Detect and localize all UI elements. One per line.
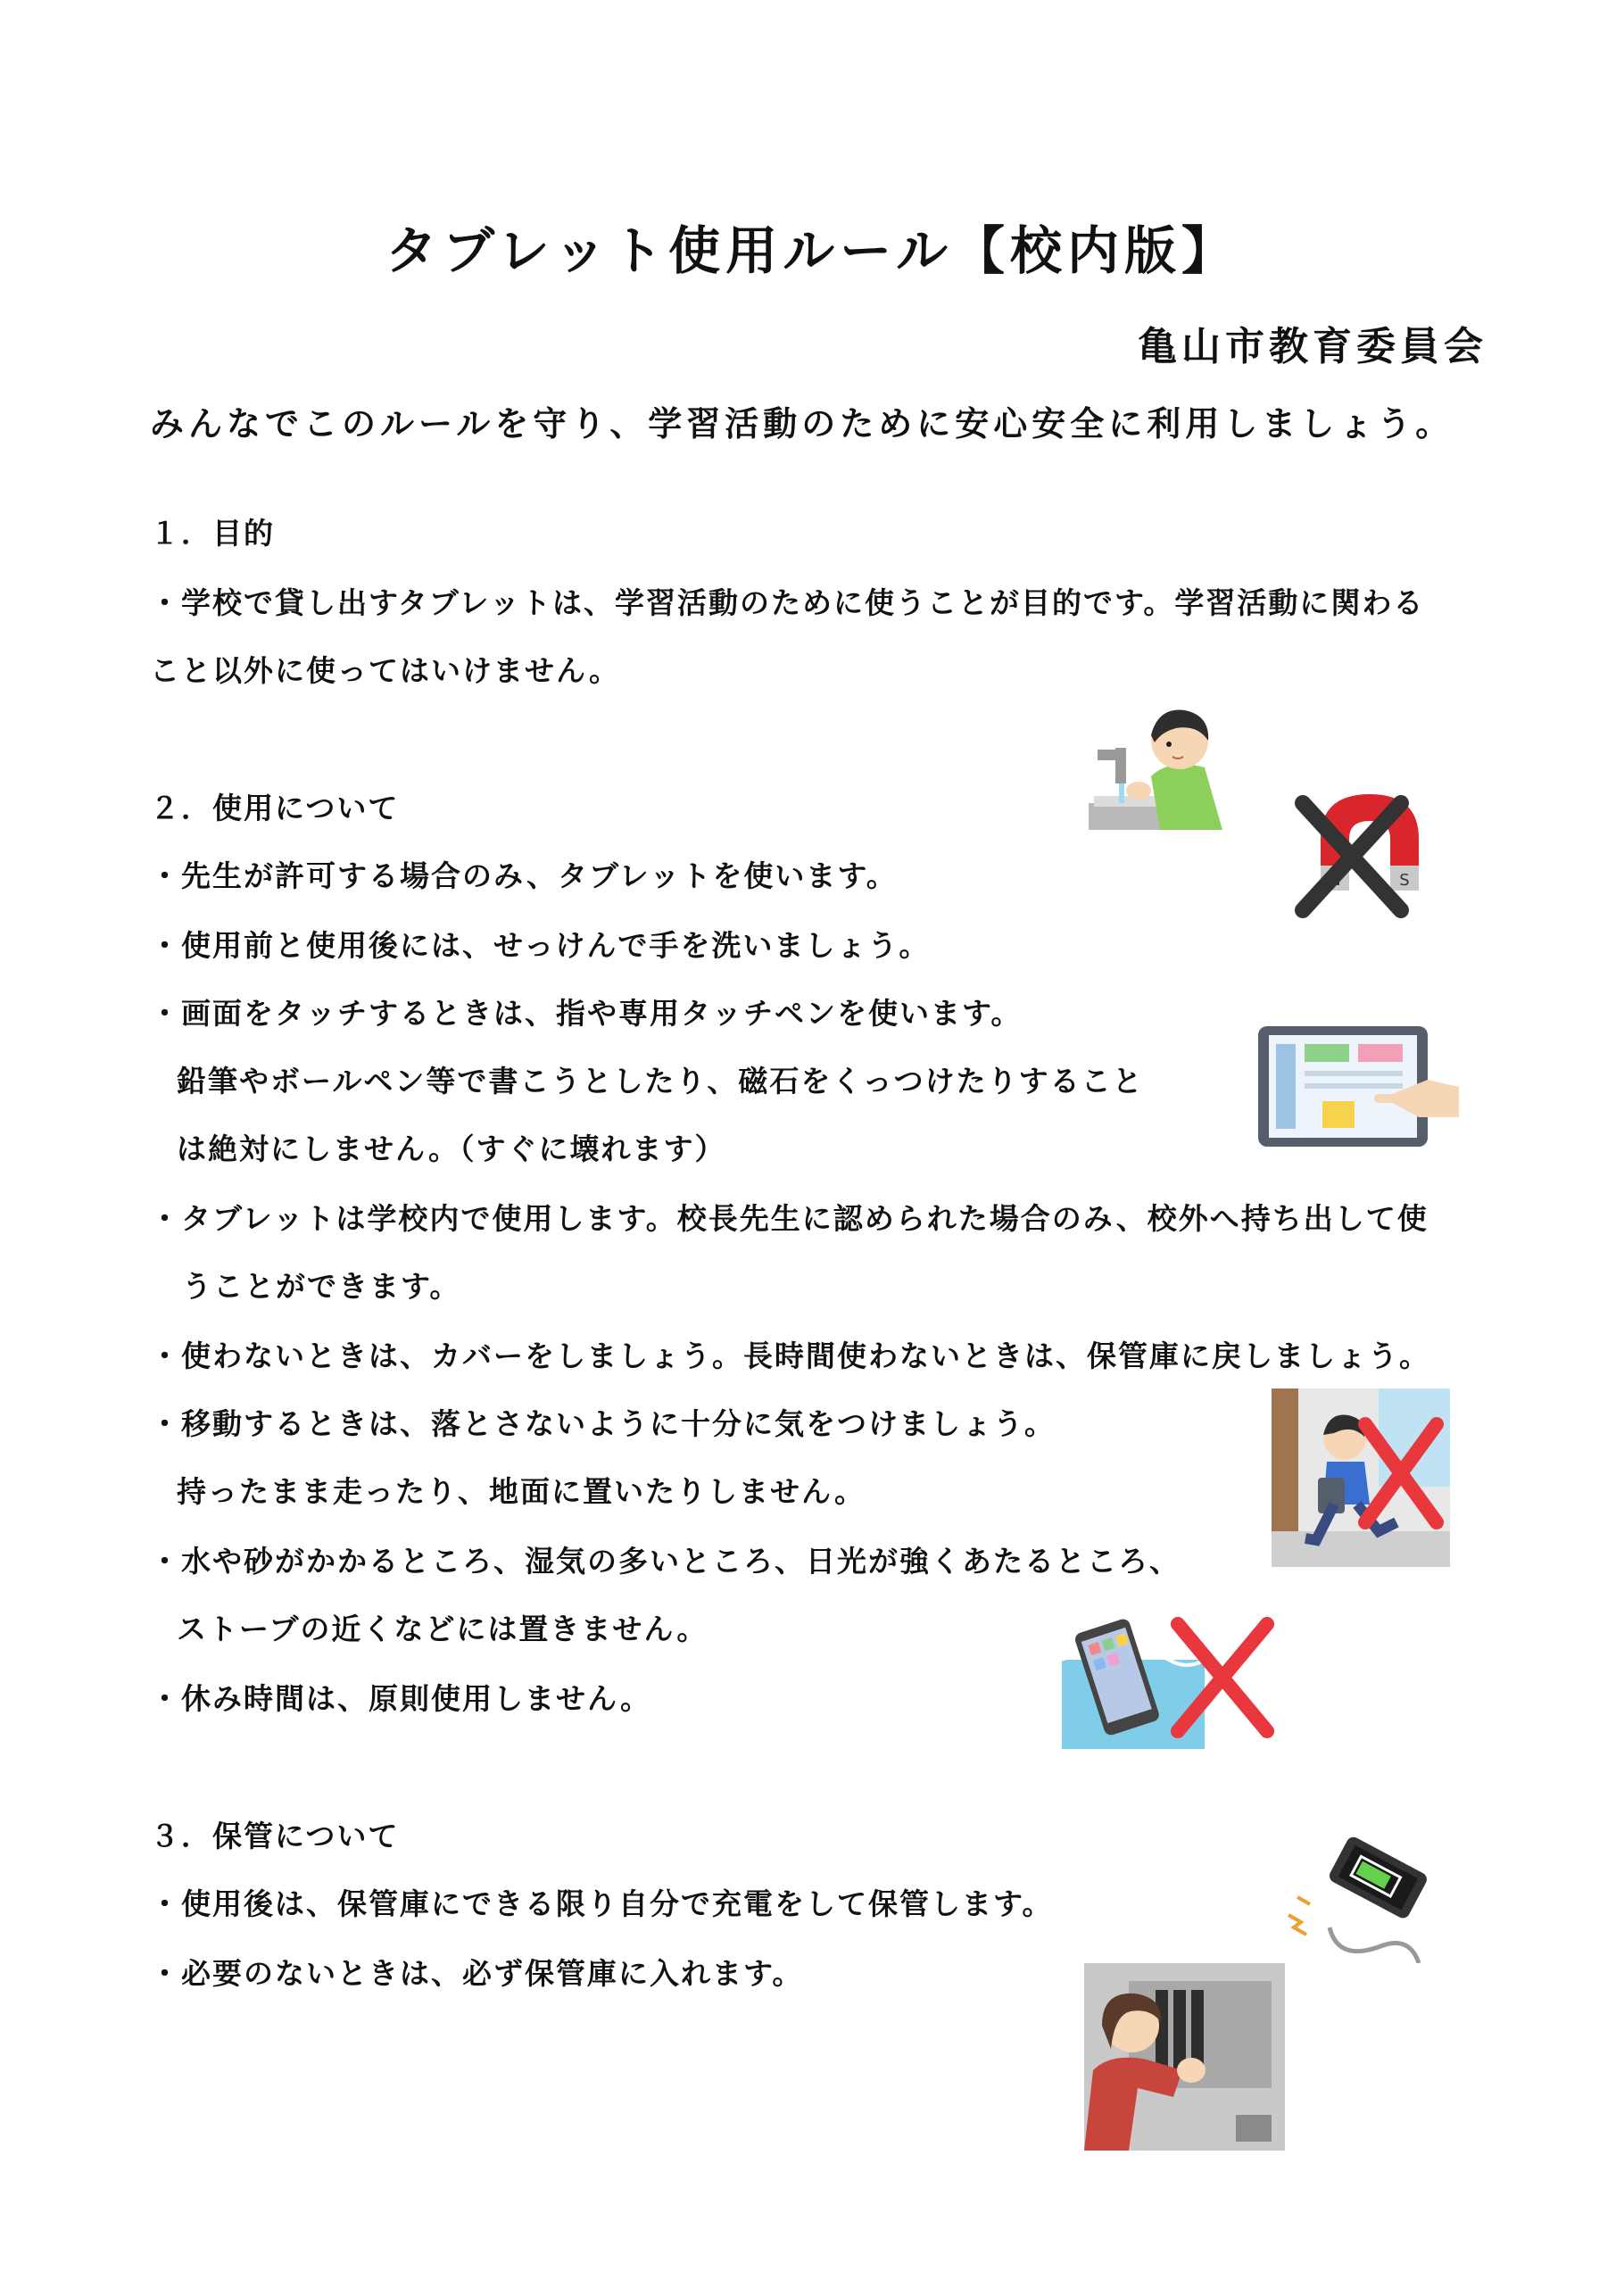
section-heading-storage: ３．保管について <box>150 1819 400 1853</box>
rule-line: ・移動するときは、落とさないように十分に気をつけましょう。 <box>150 1406 1056 1441</box>
page-title: タブレット使用ルール【校内版】 <box>385 220 1239 281</box>
storage-cabinet-illustration <box>1075 1963 1285 2151</box>
rule-line: 持ったまま走ったり、地面に置いたりしません。 <box>177 1474 866 1509</box>
rule-line: ストーブの近くなどには置きません。 <box>177 1612 708 1646</box>
rule-line: 鉛筆やボールペン等で書こうとしたり、磁石をくっつけたりすること <box>177 1064 1144 1098</box>
tablet-touch-illustration <box>1249 1017 1463 1160</box>
rule-line: ・使わないときは、カバーをしましょう。長時間使わないときは、保管庫に戻しましょう。 <box>150 1339 1430 1373</box>
rule-line: うことができます。 <box>182 1269 461 1304</box>
magnet-prohibited-illustration <box>1285 776 1454 919</box>
rule-line: ・タブレットは学校内で使用します。校長先生に認められた場合のみ、校外へ持ち出して使 <box>150 1201 1429 1236</box>
rule-line: ・画面をタッチするときは、指や専用タッチペンを使います。 <box>150 996 1023 1031</box>
rule-line: ・休み時間は、原則使用しません。 <box>150 1681 651 1716</box>
section-heading-purpose: １．目的 <box>150 516 275 551</box>
section-heading-usage: ２．使用について <box>150 791 400 825</box>
lead-sentence: みんなでこのルールを守り、学習活動のために安心安全に利用しましょう。 <box>150 404 1454 443</box>
water-prohibited-illustration <box>1062 1606 1285 1749</box>
rule-line: ・学校で貸し出すタブレットは、学習活動のために使うことが目的です。学習活動に関わる <box>150 585 1425 620</box>
rule-line: ・必要のないときは、必ず保管庫に入れます。 <box>150 1956 804 1991</box>
rule-line: こと以外に使ってはいけません。 <box>150 653 620 688</box>
charging-phone-illustration <box>1276 1829 1428 1963</box>
magnet-s-label: S <box>1399 871 1410 890</box>
organization-name: 亀山市教育委員会 <box>1138 324 1487 369</box>
rule-line: ・水や砂がかかるところ、湿気の多いところ、日光が強くあたるところ、 <box>150 1544 1181 1579</box>
rule-line: ・使用後は、保管庫にできる限り自分で充電をして保管します。 <box>150 1886 1054 1921</box>
handwashing-illustration <box>1080 696 1231 839</box>
running-prohibited-illustration <box>1272 1388 1450 1567</box>
rule-line: は絶対にしません。（すぐに壊れます） <box>177 1131 726 1166</box>
rule-line: ・先生が許可する場合のみ、タブレットを使います。 <box>150 858 898 893</box>
rule-line: ・使用前と使用後には、せっけんで手を洗いましょう。 <box>150 928 931 963</box>
